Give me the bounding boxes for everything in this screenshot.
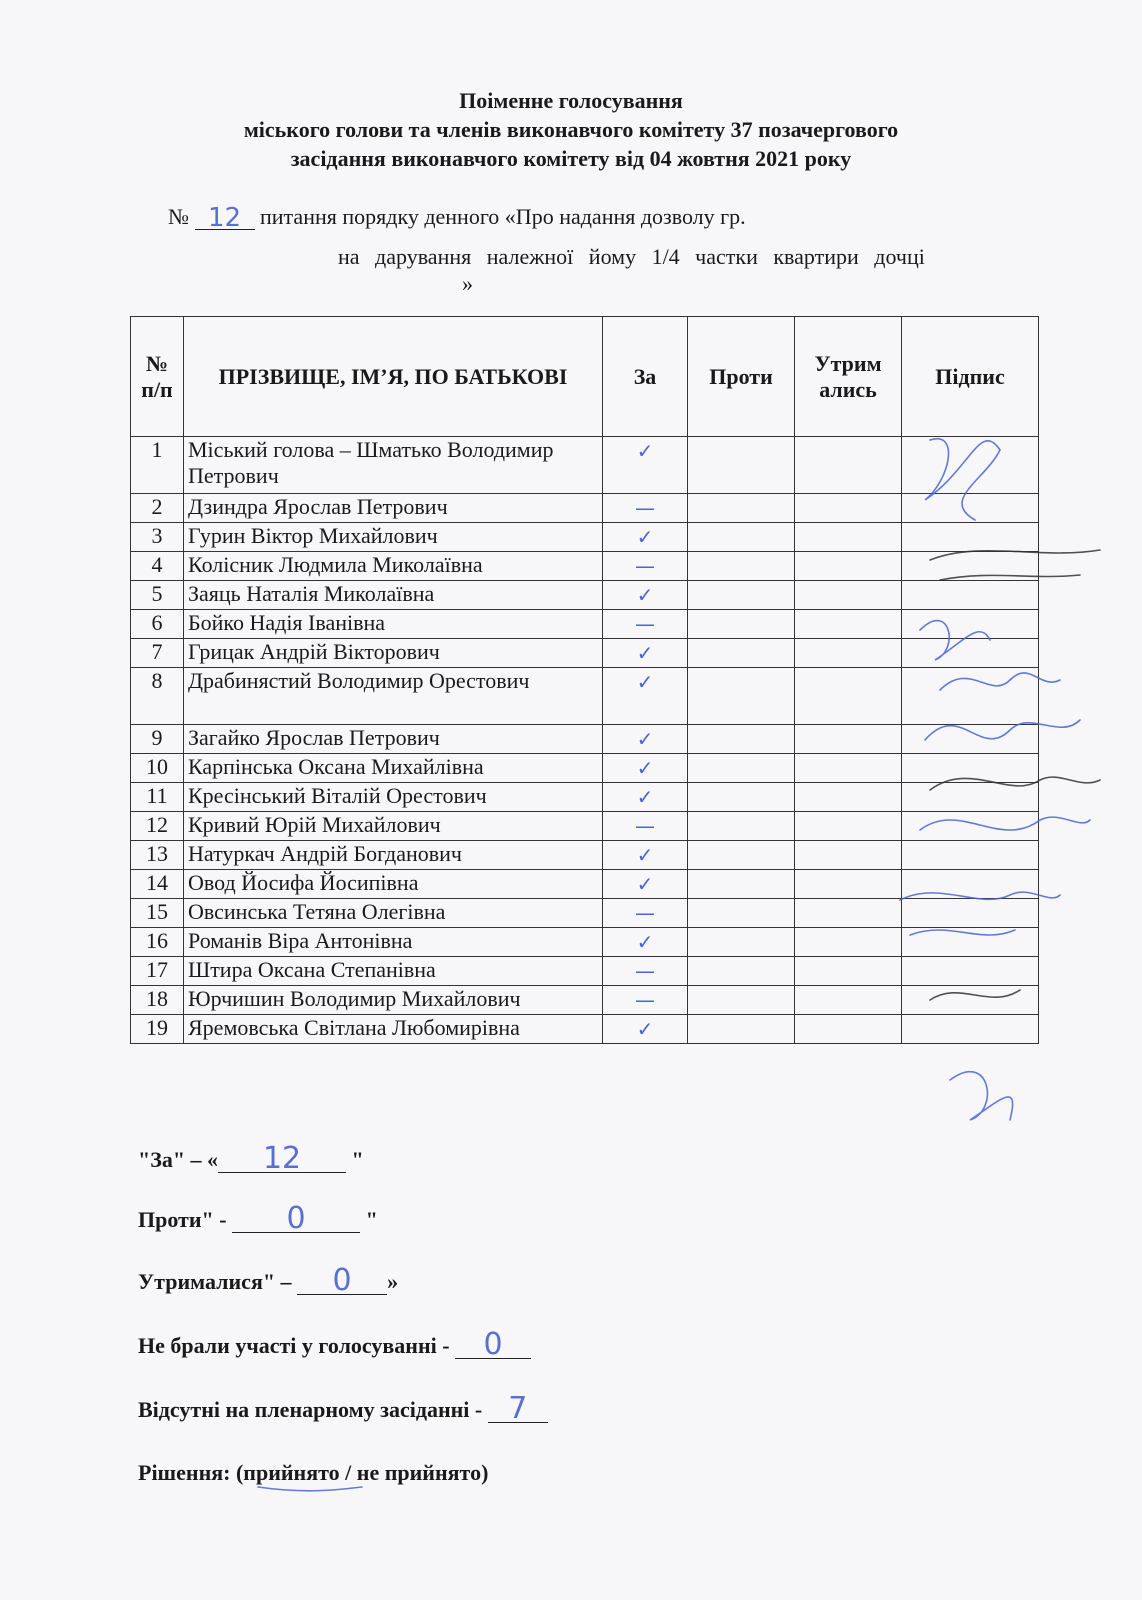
vote-for-mark [603,783,688,812]
table-row [131,870,1039,899]
member-name [184,870,603,899]
vote-for-mark [603,928,688,957]
member-name-text: Драбинястий Володимир Орестович [188,668,530,693]
col-header-against: Проти [688,317,795,437]
member-name [184,754,603,783]
signature-19 [950,1072,1013,1120]
member-name [184,581,603,610]
signature-cell [902,957,1039,986]
title-line-3: засідання виконавчого комітету від 04 жовтня 2021 року [290,146,852,171]
row-number-text: 5 [151,581,163,606]
vote-against-cell [688,668,795,725]
row-number [131,841,184,870]
table-row [131,754,1039,783]
decision-underline [258,1487,362,1491]
summary-absent-label: Відсутні на пленарному засіданні - [138,1397,483,1422]
vote-abstained-cell [795,523,902,552]
table-row [131,610,1039,639]
member-name [184,523,603,552]
row-number [131,552,184,581]
col-header-signature: Підпис [902,317,1039,437]
vote-abstained-cell [795,841,902,870]
vote-for-mark [603,552,688,581]
signature-cell [902,928,1039,957]
member-name-text: Грицак Андрій Вікторович [188,639,440,664]
row-number-text: 19 [146,1015,168,1040]
summary-for [138,1141,364,1176]
member-name [184,1015,603,1044]
vote-for-mark-text: ✓ [636,756,654,780]
table-row [131,668,1039,725]
row-number-text: 14 [146,870,168,895]
vote-abstained-cell [795,610,902,639]
vote-abstained-cell [795,783,902,812]
member-name [184,668,603,725]
row-number [131,523,184,552]
vote-abstained-cell [795,639,902,668]
member-name [184,899,603,928]
vote-for-mark [603,725,688,754]
summary-abstained-value: 0 [297,1268,387,1295]
table-row [131,783,1039,812]
summary-against-label: Проти" - [138,1207,227,1232]
vote-for-mark-text: ✓ [636,670,654,694]
vote-for-mark-text: ✓ [636,525,654,549]
summary-against-end: " [365,1207,378,1232]
vote-abstained-cell [795,437,902,494]
member-name [184,552,603,581]
vote-for-mark [603,812,688,841]
vote-against-cell [688,986,795,1015]
member-name-text: Юрчишин Володимир Михайлович [188,986,521,1011]
row-number-text: 2 [151,494,163,519]
vote-abstained-cell [795,581,902,610]
vote-for-mark [603,437,688,494]
member-name-text: Овсинська Тетяна Олегівна [188,899,446,924]
member-name-text: Карпінська Оксана Михайлівна [188,754,484,779]
table-row [131,957,1039,986]
signature-cell [902,1015,1039,1044]
vote-against-cell [688,841,795,870]
member-name [184,928,603,957]
member-name-text: Яремовська Світлана Любомирівна [188,1015,520,1040]
vote-abstained-cell [795,986,902,1015]
row-number [131,783,184,812]
signature-cell [902,725,1039,754]
row-number [131,957,184,986]
summary-absent-value: 7 [488,1396,548,1423]
vote-for-mark-text: ✓ [636,727,654,751]
vote-for-mark [603,754,688,783]
signature-cell [902,523,1039,552]
member-name-text: Штира Оксана Степанівна [188,957,436,982]
table-row [131,725,1039,754]
summary-against-value: 0 [232,1206,360,1233]
member-name [184,437,603,494]
table-row [131,581,1039,610]
vote-for-mark [603,494,688,523]
table-row [131,986,1039,1015]
vote-abstained-cell [795,725,902,754]
vote-abstained-cell [795,494,902,523]
summary-against [138,1201,378,1236]
vote-for-mark-text: — [635,554,655,578]
summary-not-participated [138,1327,531,1362]
member-name [184,639,603,668]
signature-cell [902,754,1039,783]
vote-for-mark [603,870,688,899]
vote-for-mark [603,986,688,1015]
question-number-sign: № [168,204,189,229]
row-number-text: 1 [151,437,163,462]
summary-abstained-label: Утрималися" – [138,1269,292,1294]
vote-abstained-cell [795,899,902,928]
row-number-text: 6 [151,610,163,635]
row-number-text: 18 [146,986,168,1011]
vote-abstained-cell [795,928,902,957]
summary-not-participated-label: Не брали участі у голосуванні - [138,1333,450,1358]
summary-abstained-end: » [387,1269,399,1294]
member-name-text: Колісник Людмила Миколаївна [188,552,483,577]
vote-abstained-cell [795,957,902,986]
table-row [131,639,1039,668]
col-header-number: № п/п [131,317,184,437]
row-number [131,754,184,783]
vote-against-cell [688,754,795,783]
row-number-text: 8 [151,668,163,693]
vote-against-cell [688,783,795,812]
row-number-text: 3 [151,523,163,548]
table-row [131,899,1039,928]
signature-cell [902,870,1039,899]
vote-against-cell [688,552,795,581]
row-number [131,610,184,639]
vote-for-mark-text: — [635,959,655,983]
row-number [131,899,184,928]
row-number-text: 13 [146,841,168,866]
member-name [184,783,603,812]
member-name-text: Гурин Віктор Михайлович [188,523,438,548]
vote-for-mark-text: ✓ [636,843,654,867]
signature-cell [902,986,1039,1015]
member-name-text: Кресінський Віталій Орестович [188,783,487,808]
signature-cell [902,552,1039,581]
signature-cell [902,610,1039,639]
member-name [184,494,603,523]
signature-cell [902,812,1039,841]
col-header-abstained: Утрим ались [795,317,902,437]
row-number [131,928,184,957]
row-number-text: 12 [146,812,168,837]
member-name-text: Загайко Ярослав Петрович [188,725,440,750]
member-name-text: Міський голова – Шматько Володимир Петрович [188,437,554,488]
table-row [131,523,1039,552]
row-number [131,668,184,725]
vote-for-mark [603,957,688,986]
table-row [131,812,1039,841]
row-number [131,986,184,1015]
member-name-text: Романів Віра Антонівна [188,928,413,953]
row-number-text: 4 [151,552,163,577]
member-name-text: Дзиндра Ярослав Петрович [188,494,448,519]
vote-abstained-cell [795,552,902,581]
vote-for-mark-text: ✓ [636,1017,654,1041]
row-number [131,494,184,523]
roll-call-table [130,316,1039,1044]
vote-for-mark [603,841,688,870]
row-number [131,870,184,899]
vote-against-cell [688,437,795,494]
vote-abstained-cell [795,1015,902,1044]
agenda-question-line-1 [168,203,746,233]
table-row [131,494,1039,523]
row-number-text: 11 [146,783,168,808]
row-number-text: 9 [151,725,163,750]
vote-against-cell [688,523,795,552]
vote-for-mark [603,610,688,639]
vote-against-cell [688,957,795,986]
signature-cell [902,437,1039,494]
row-number-text: 10 [146,754,168,779]
question-text-2: на дарування належної йому 1/4 частки квартири дочці [338,244,925,269]
question-text-1: питання порядку денного «Про надання дозволу гр. [260,204,746,229]
col-header-name: ПРІЗВИЩЕ, ІМ’Я, ПО БАТЬКОВІ [184,317,603,437]
vote-for-mark-text: ✓ [636,785,654,809]
vote-for-mark-text: ✓ [636,439,654,463]
signature-cell [902,668,1039,725]
row-number [131,725,184,754]
member-name [184,957,603,986]
decision-line: Рішення: (прийнято / не прийнято) [138,1460,489,1485]
signature-cell [902,783,1039,812]
vote-for-mark-text: ✓ [636,583,654,607]
title-line-1: Поіменне голосування [459,88,683,113]
vote-for-mark-text: — [635,612,655,636]
vote-against-cell [688,725,795,754]
member-name [184,610,603,639]
vote-for-mark-text: ✓ [636,930,654,954]
table-row [131,928,1039,957]
vote-against-cell [688,494,795,523]
vote-against-cell [688,899,795,928]
row-number [131,1015,184,1044]
vote-for-mark-text: ✓ [636,872,654,896]
summary-for-label: "За" – « [138,1147,219,1172]
vote-for-mark-text: — [635,901,655,925]
vote-for-mark [603,523,688,552]
vote-against-cell [688,610,795,639]
vote-abstained-cell [795,870,902,899]
signature-cell [902,841,1039,870]
member-name-text: Овод Йосифа Йосипівна [188,870,419,895]
member-name [184,841,603,870]
member-name-text: Кривий Юрій Михайлович [188,812,441,837]
question-number-handwritten: 12 [195,207,255,230]
row-number-text: 15 [146,899,168,924]
row-number-text: 17 [146,957,168,982]
summary-abstained [138,1263,399,1298]
summary-for-value: 12 [218,1146,346,1173]
vote-abstained-cell [795,668,902,725]
vote-abstained-cell [795,754,902,783]
vote-for-mark-text: — [635,496,655,520]
member-name-text: Бойко Надія Іванівна [188,610,386,635]
signature-cell [902,494,1039,523]
row-number [131,437,184,494]
row-number-text: 7 [151,639,163,664]
vote-for-mark [603,1015,688,1044]
summary-not-participated-value: 0 [455,1332,531,1359]
row-number [131,639,184,668]
member-name [184,812,603,841]
title-line-2: міського голови та членів виконавчого комітету 37 позачергового [243,117,899,142]
vote-for-mark-text: ✓ [636,641,654,665]
table-row [131,1015,1039,1044]
vote-for-mark-text: — [635,814,655,838]
member-name [184,986,603,1015]
table-row [131,841,1039,870]
vote-for-mark [603,899,688,928]
vote-against-cell [688,812,795,841]
row-number-text: 16 [146,928,168,953]
vote-for-mark [603,668,688,725]
document-title [0,86,1142,173]
row-number [131,812,184,841]
summary-absent [138,1391,548,1426]
vote-against-cell [688,928,795,957]
vote-for-mark [603,581,688,610]
row-number [131,581,184,610]
member-name-text: Натуркач Андрій Богданович [188,841,462,866]
vote-for-mark-text: — [635,988,655,1012]
table-row [131,552,1039,581]
member-name-text: Заяць Наталія Миколаївна [188,581,435,606]
vote-against-cell [688,581,795,610]
signature-cell [902,581,1039,610]
table-row [131,437,1039,494]
vote-against-cell [688,870,795,899]
vote-against-cell [688,1015,795,1044]
summary-for-end: " [351,1147,364,1172]
signature-cell [902,899,1039,928]
signature-cell [902,639,1039,668]
col-header-for: За [603,317,688,437]
vote-for-mark [603,639,688,668]
member-name [184,725,603,754]
vote-against-cell [688,639,795,668]
vote-abstained-cell [795,812,902,841]
question-text-3: » [462,271,473,296]
